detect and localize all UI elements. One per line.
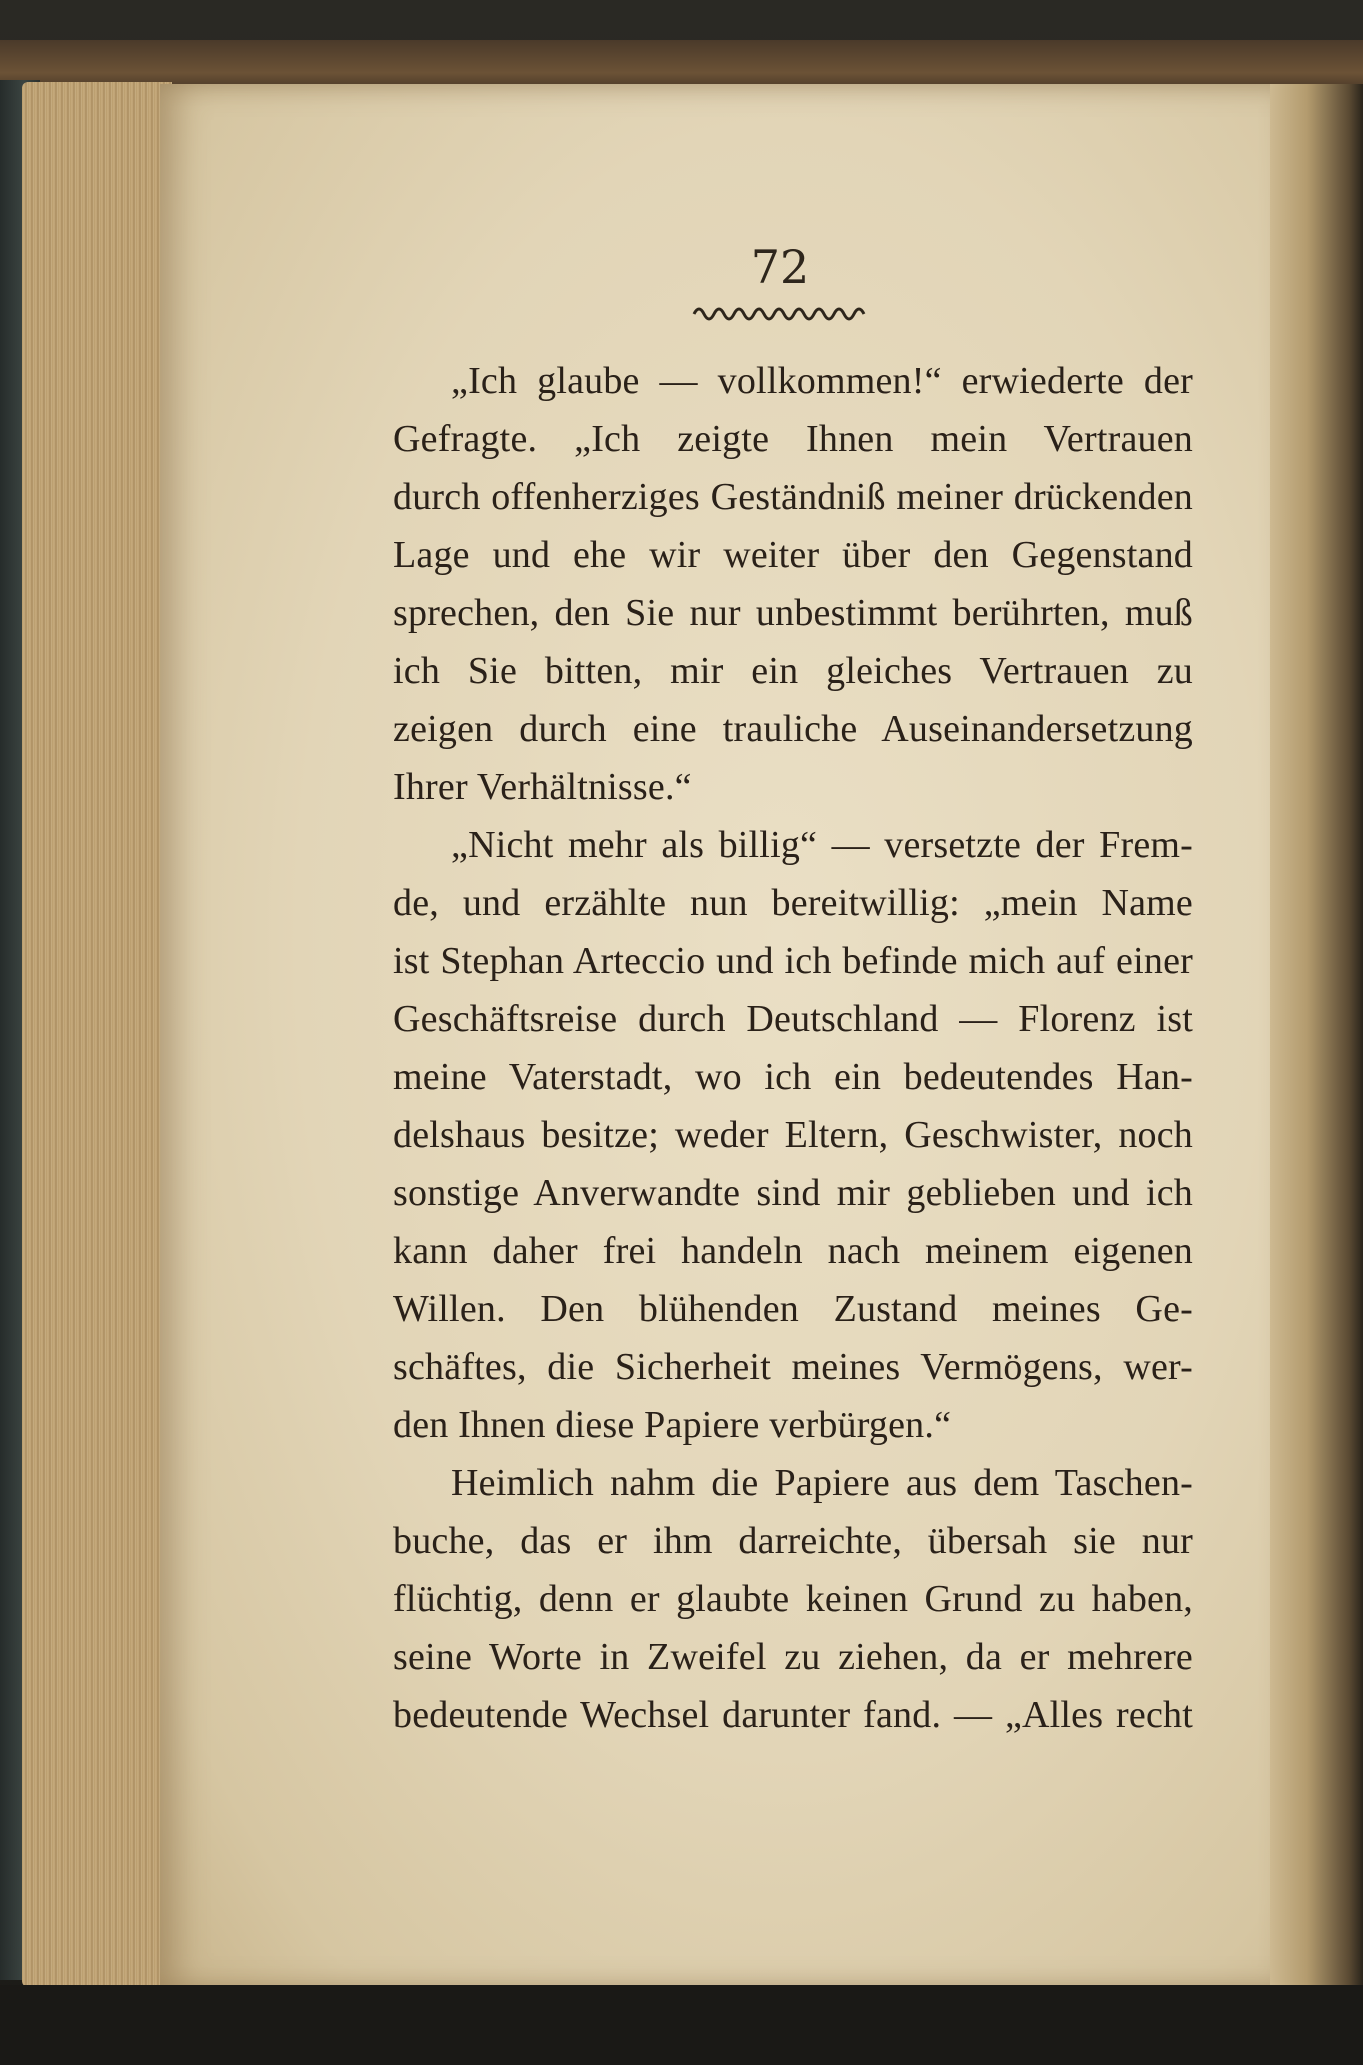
text-line: de, und erzählte nun bereitwillig: „mein Name xyxy=(393,882,1193,924)
text-line: flüchtig, denn er glaubte keinen Grund zu haben, xyxy=(393,1578,1193,1620)
text-line: meine Vaterstadt, wo ich ein bedeutendes Han- xyxy=(393,1056,1193,1098)
text-line: „Ich glaube — vollkommen!“ erwiederte der xyxy=(451,360,1193,402)
text-line: bedeutende Wechsel darunter fand. — „Alles recht xyxy=(393,1694,1193,1736)
text-line: ich Sie bitten, mir ein gleiches Vertrauen zu xyxy=(393,650,1193,692)
text-line: sprechen, den Sie nur unbestimmt berührten, muß xyxy=(393,592,1193,634)
text-line: buche, das er ihm darreichte, übersah sie nur xyxy=(393,1520,1193,1562)
page-number: 72 xyxy=(750,240,810,294)
gutter-shadow xyxy=(1270,84,1363,1989)
text-line: schäftes, die Sicherheit meines Vermögens, wer- xyxy=(393,1346,1193,1388)
text-line: seine Worte in Zweifel zu ziehen, da er mehrere xyxy=(393,1636,1193,1678)
text-line: Geschäftsreise durch Deutschland — Florenz ist xyxy=(393,998,1193,1040)
book-cover-bottom xyxy=(0,1985,1363,2065)
text-line: Ihrer Verhältnisse.“ xyxy=(393,766,692,808)
text-line: durch offenherziges Geständniß meiner drückenden xyxy=(393,476,1193,518)
text-line: kann daher frei handeln nach meinem eigenen xyxy=(393,1230,1193,1272)
body-text xyxy=(393,352,1193,1744)
text-line: Willen. Den blühenden Zustand meines Ge- xyxy=(393,1288,1193,1330)
text-line: Heimlich nahm die Papiere aus dem Taschen- xyxy=(451,1462,1193,1504)
text-line: Gefragte. „Ich zeigte Ihnen mein Vertrauen xyxy=(393,418,1193,460)
text-line: zeigen durch eine trauliche Auseinandersetzung xyxy=(393,708,1193,750)
text-line: „Nicht mehr als billig“ — versetzte der Frem- xyxy=(451,824,1193,866)
text-line: Lage und ehe wir weiter über den Gegenstand xyxy=(393,534,1193,576)
wavy-rule-icon xyxy=(690,300,870,324)
text-line: den Ihnen diese Papiere verbürgen.“ xyxy=(393,1404,952,1446)
text-line: sonstige Anverwandte sind mir geblieben und ich xyxy=(393,1172,1193,1214)
text-line: delshaus besitze; weder Eltern, Geschwister, noch xyxy=(393,1114,1193,1156)
text-line: ist Stephan Arteccio und ich befinde mich auf einer xyxy=(393,940,1193,982)
page-stack-edge xyxy=(22,82,172,1987)
